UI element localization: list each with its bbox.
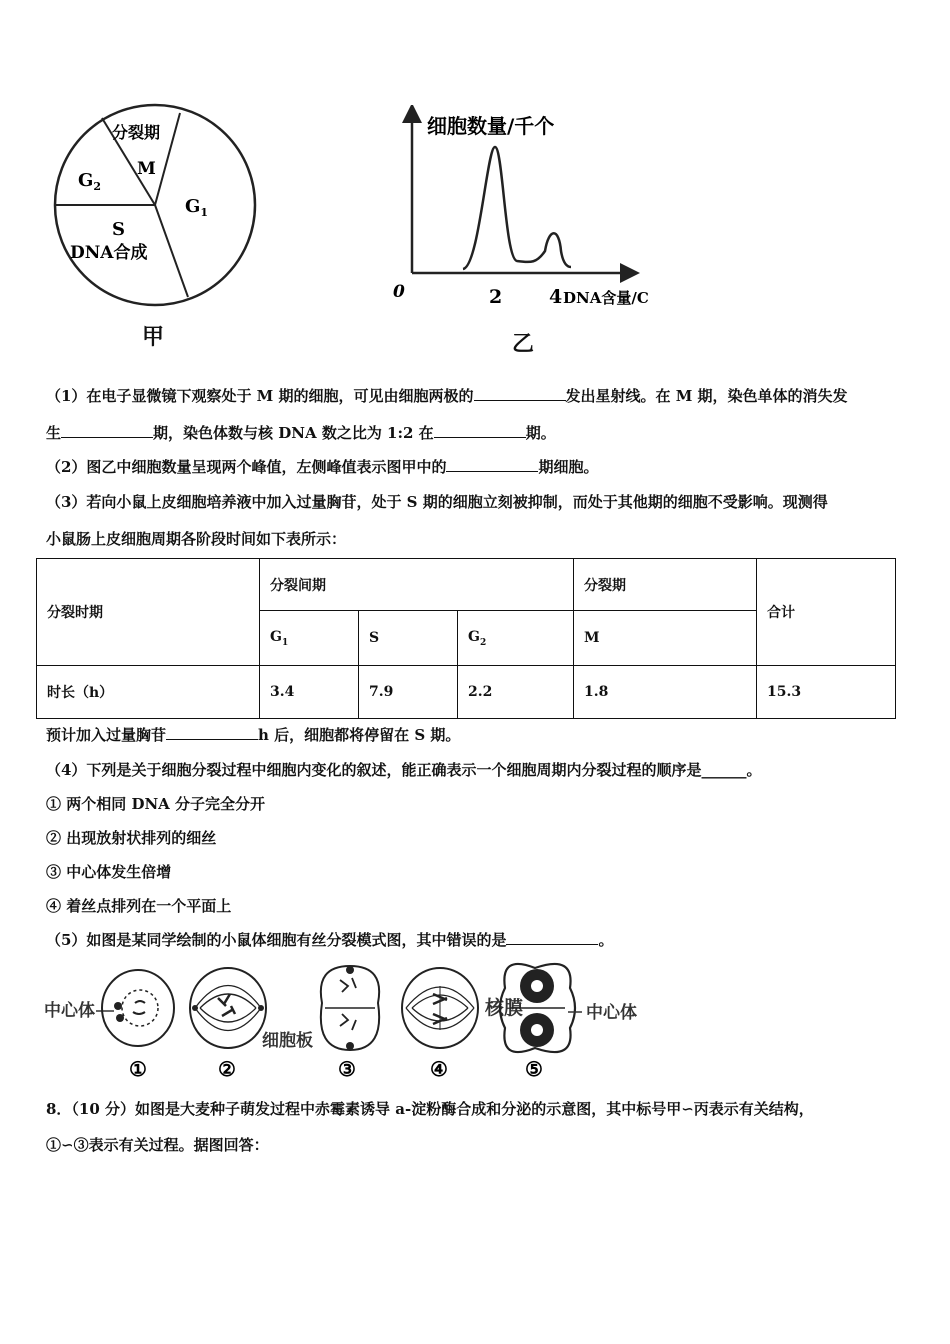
cell-cycle-time-table bbox=[36, 558, 896, 719]
q4-option-1: ① 两个相同 DNA 分子完全分开 bbox=[46, 795, 266, 813]
mitosis-cell-4 bbox=[402, 968, 478, 1048]
q1-blank-1[interactable] bbox=[474, 386, 566, 401]
q4-stem: （4）下列是关于细胞分裂过程中细胞内变化的叙述，能正确表示一个细胞周期内分裂过程的顺序是______。 bbox=[46, 761, 762, 779]
mitosis-cell-5 bbox=[500, 964, 575, 1052]
q3-line2: 小鼠肠上皮细胞周期各阶段时间如下表所示： bbox=[46, 530, 347, 548]
q5-line: （5）如图是某同学绘制的小鼠体细胞有丝分裂模式图，其中错误的是 。 bbox=[46, 931, 614, 949]
q3-line1: （3）若向小鼠上皮细胞培养液中加入过量胸苷，处于 S 期的细胞立刻被抑制，而处于其他期的细胞不受影响。现测得 bbox=[46, 493, 828, 511]
cell-s-value: 7.9 bbox=[359, 666, 458, 719]
y-axis-label: 细胞数量/千个 bbox=[427, 114, 555, 138]
x-tick-2: 2 bbox=[489, 286, 503, 308]
figure-jia-caption: 甲 bbox=[142, 324, 165, 350]
cell-g1-value: 3.4 bbox=[260, 666, 359, 719]
cell-number-1: ① bbox=[129, 1057, 147, 1081]
q1-line2: 生 期，染色体数与核 DNA 数之比为 1:2 在 期。 bbox=[46, 424, 556, 442]
q3-after-table: 预计加入过量胸苷 h 后，细胞都将停留在 S 期。 bbox=[46, 726, 461, 744]
q4-option-2: ② 出现放射状排列的细丝 bbox=[46, 829, 217, 847]
figure-mitosis-diagrams bbox=[40, 958, 640, 1083]
pie-label-g2: $G_2$ bbox=[78, 170, 102, 193]
q5-blank[interactable] bbox=[506, 930, 598, 945]
figure-jia-cell-cycle-pie bbox=[40, 100, 270, 310]
q8-line2: ①∽③表示有关过程。据图回答： bbox=[46, 1136, 269, 1154]
q1-blank-3[interactable] bbox=[434, 423, 526, 438]
th-g1: $G_1$ bbox=[260, 611, 359, 666]
cell-number-3: ③ bbox=[338, 1057, 356, 1081]
pie-label-g1: $G_1$ bbox=[185, 196, 209, 219]
q8-line1: 8．（10 分）如图是大麦种子萌发过程中赤霉素诱导 a-淀粉酶合成和分泌的示意图，其中标号甲∽丙表示有关结构， bbox=[46, 1100, 814, 1118]
th-division: 分裂期 bbox=[574, 559, 757, 611]
q2-line: （2）图乙中细胞数量呈现两个峰值，左侧峰值表示图甲中的 期细胞。 bbox=[46, 458, 599, 476]
label-centrosome-left: 中心体 bbox=[44, 1001, 95, 1021]
pie-label-dna-synthesis: DNA合成 bbox=[70, 243, 148, 263]
pie-label-fenlie: 分裂期 bbox=[112, 123, 161, 142]
th-stage: 分裂时期 bbox=[37, 559, 260, 666]
q4-option-3: ③ 中心体发生倍增 bbox=[46, 863, 172, 881]
q3-blank[interactable] bbox=[166, 725, 258, 740]
cell-number-5: ⑤ bbox=[525, 1057, 543, 1081]
q4-option-4: ④ 着丝点排列在一个平面上 bbox=[46, 897, 232, 915]
q1-line1: （1）在电子显微镜下观察处于 M 期的细胞，可见由细胞两极的 发出星射线。在 M 期，染色单体的消失发 bbox=[46, 387, 848, 405]
th-interphase: 分裂间期 bbox=[260, 559, 574, 611]
th-total: 合计 bbox=[757, 559, 896, 666]
q1-blank-2[interactable] bbox=[61, 423, 153, 438]
label-nuclear-membrane-1: 核膜 bbox=[485, 997, 524, 1019]
pie-label-m: M bbox=[137, 159, 156, 179]
th-m: M bbox=[574, 611, 757, 666]
x-axis-label: DNA含量/C bbox=[563, 289, 649, 307]
cell-m-value: 1.8 bbox=[574, 666, 757, 719]
cell-number-2: ② bbox=[218, 1057, 236, 1081]
th-s: S bbox=[359, 611, 458, 666]
cell-total-value: 15.3 bbox=[757, 666, 896, 719]
mitosis-cell-3 bbox=[321, 966, 379, 1050]
figure-yi-caption: 乙 bbox=[512, 331, 535, 357]
pie-label-s: S bbox=[112, 219, 125, 240]
label-centrosome-right: 中心体 bbox=[586, 1003, 637, 1023]
mitosis-cell-2 bbox=[190, 968, 266, 1048]
x-tick-4: 4 bbox=[549, 286, 563, 308]
cell-number-4: ④ bbox=[430, 1057, 448, 1081]
origin-label: 0 bbox=[393, 282, 405, 302]
row-label-duration: 时长（h） bbox=[37, 666, 260, 719]
cell-g2-value: 2.2 bbox=[458, 666, 574, 719]
label-cell-plate: 细胞板 bbox=[262, 1031, 313, 1051]
mitosis-cell-1 bbox=[102, 970, 174, 1046]
q2-blank[interactable] bbox=[446, 457, 538, 472]
th-g2: $G_2$ bbox=[458, 611, 574, 666]
figure-yi-dna-content-chart bbox=[385, 105, 705, 315]
dna-distribution-curve bbox=[463, 147, 571, 269]
